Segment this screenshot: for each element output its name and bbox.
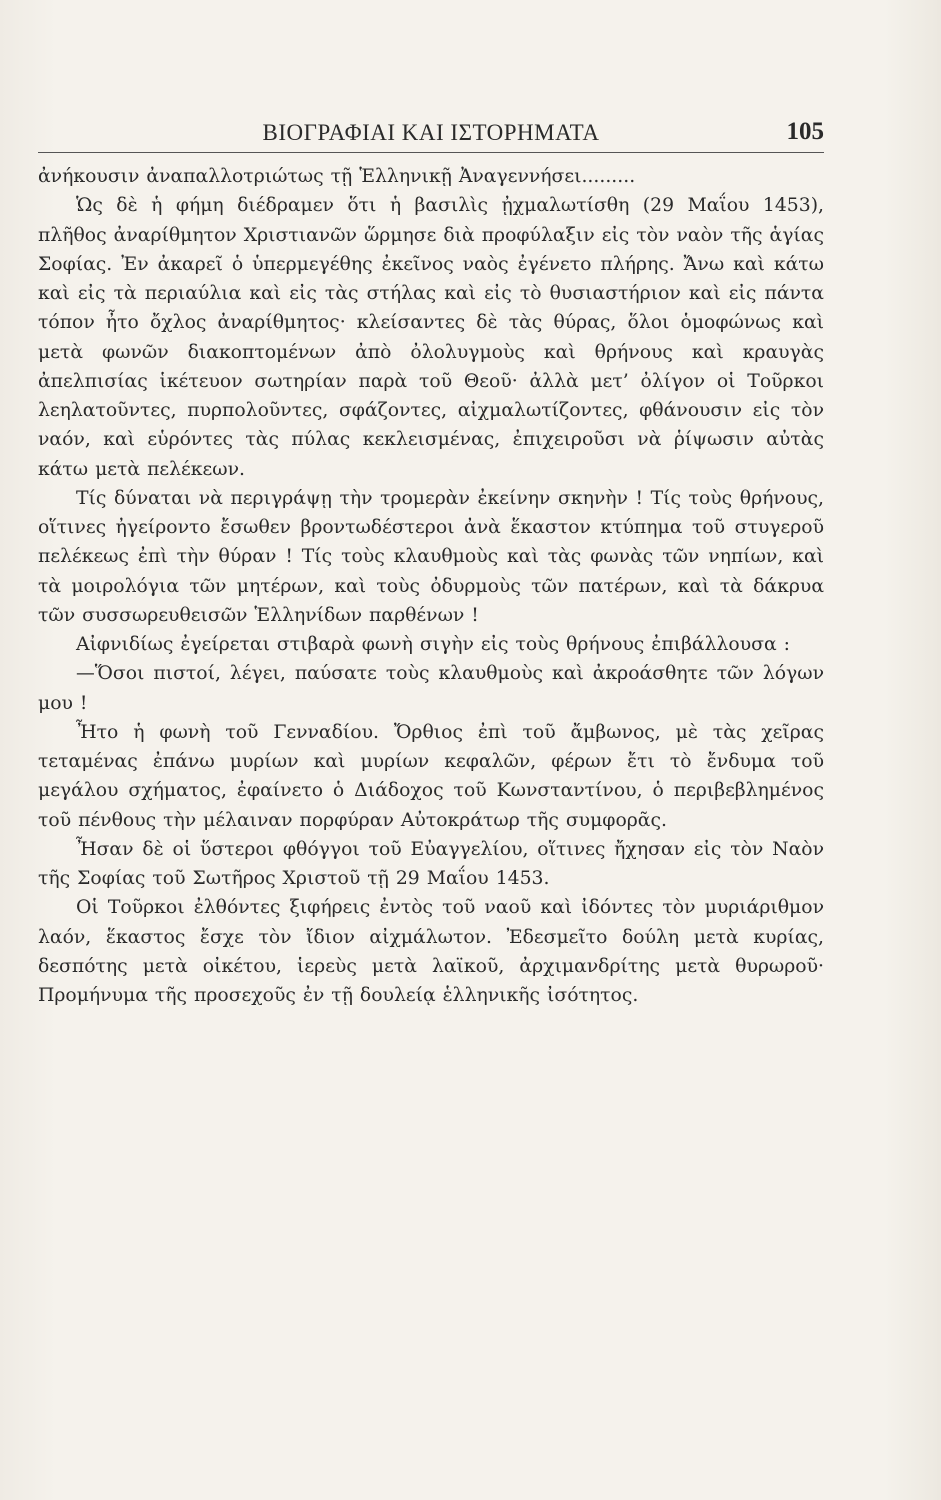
paragraph: Αἰφνιδίως ἐγείρεται στιβαρὰ φωνὴ σιγὴν εἰς τοὺς θρήνους ἐπιβάλλουσα : [76,634,790,655]
paragraph: Ἦτο ἡ φωνὴ τοῦ Γενναδίου. Ὄρθιος ἐπὶ τοῦ ἄμβωνος, μὲ τὰς χεῖρας τεταμένας ἐπάνω μυρίων καὶ μυρίων κεφαλῶν, φέρων ἔτι τὸ ἔνδυμα τοῦ μεγάλου σχήματος, ἐφαίνετο ὁ Διάδοχος τοῦ Κωνσταντίνου, ὁ περιβεβλημένος τοῦ πένθους τὴν μέλαιναν πορφύραν Αὐτοκράτωρ τῆς συμφορᾶς. [38,721,824,831]
running-head [38,118,824,153]
paragraph: —Ὅσοι πιστοί, λέγει, παύσατε τοὺς κλαυθμοὺς καὶ ἀκροάσθητε τῶν λόγων μου ! [38,663,824,714]
paragraph: Οἱ Τοῦρκοι ἐλθόντες ξιφήρεις ἐντὸς τοῦ ναοῦ καὶ ἰδόντες τὸν μυριάριθμον λαόν, ἕκαστος ἔσχε τὸν ἴδιον αἰχμάλωτον. Ἐδεσμεῖτο δούλη μετὰ κυρίας, δεσπότης μετὰ οἰκέτου, ἱερεὺς μετὰ λαϊκοῦ, ἀρχιμανδρίτης μετὰ θυρωροῦ· Προμήνυμα τῆς προσεχοῦς ἐν τῇ δουλείᾳ ἑλληνικῆς ἰσότητος. [38,897,824,1006]
page-number: 105 [786,118,824,145]
running-head-title: ΒΙΟΓΡΑΦΙΑΙ ΚΑΙ ΙΣΤΟΡΗΜΑΤΑ [262,120,600,145]
paragraph: Ἦσαν δὲ οἱ ὕστεροι φθόγγοι τοῦ Εὐαγγελίου, οἵτινες ἤχησαν εἰς τὸν Ναὸν τῆς Σοφίας τοῦ Σωτῆρος Χριστοῦ τῇ 29 Μαΐου 1453. [38,838,824,889]
paragraph: ἀνήκουσιν ἀναπαλλοτριώτως τῇ Ἑλληνικῇ Ἀναγεννήσει......... [38,166,636,187]
paragraph: Τίς δύναται νὰ περιγράψῃ τὴν τρομερὰν ἐκείνην σκηνὴν ! Τίς τοὺς θρήνους, οἵτινες ἠγείροντο ἔσωθεν βροντωδέστεροι ἀνὰ ἕκαστον κτύπημα τοῦ στυγεροῦ πελέκεως ἐπὶ τὴν θύραν ! Τίς τοὺς κλαυθμοὺς καὶ τὰς φωνὰς τῶν νηπίων, καὶ τὰ μοιρολόγια τῶν μητέρων, καὶ τοὺς ὀδυρμοὺς τῶν πατέρων, καὶ τὰ δάκρυα τῶν συσσωρευθεισῶν Ἑλληνίδων παρθένων ! [38,487,824,626]
paragraph: Ὡς δὲ ἡ φήμη διέδραμεν ὅτι ἡ βασιλὶς ᾐχμαλωτίσθη (29 Μαΐου 1453), πλῆθος ἀναρίθμητον Χριστιανῶν ὥρμησε διὰ προφύλαξιν εἰς τὸν ναὸν τῆς ἁγίας Σοφίας. Ἐν ἀκαρεῖ ὁ ὑπερμεγέθης ἐκεῖνος ναὸς ἐγένετο πλήρης. Ἄνω καὶ κάτω καὶ εἰς τὰ περιαύλια καὶ εἰς τὰς στήλας καὶ εἰς τὸ θυσιαστήριον καὶ εἰς πάντα τόπον ἦτο ὄχλος ἀναρίθμητος· κλείσαντες δὲ τὰς θύρας, ὅλοι ὁμοφώνως καὶ μετὰ φωνῶν διακοπτομένων ἀπὸ ὀλολυγμοὺς καὶ θρήνους καὶ κραυγὰς ἀπελπισίας ἱκέτευον σωτηρίαν παρὰ τοῦ Θεοῦ· ἀλλὰ μετ’ ὀλίγον οἱ Τοῦρκοι λεηλατοῦντες, πυρπολοῦντες, σφάζοντες, αἰχμαλωτίζοντες, φθάνουσιν εἰς τὸν ναόν, καὶ εὑρόντες τὰς πύλας κεκλεισμένας, ἐπιχειροῦσι νὰ ῥίψωσιν αὐτὰς κάτω μετὰ πελέκεων. [38,195,824,480]
body-text [38,162,824,1010]
